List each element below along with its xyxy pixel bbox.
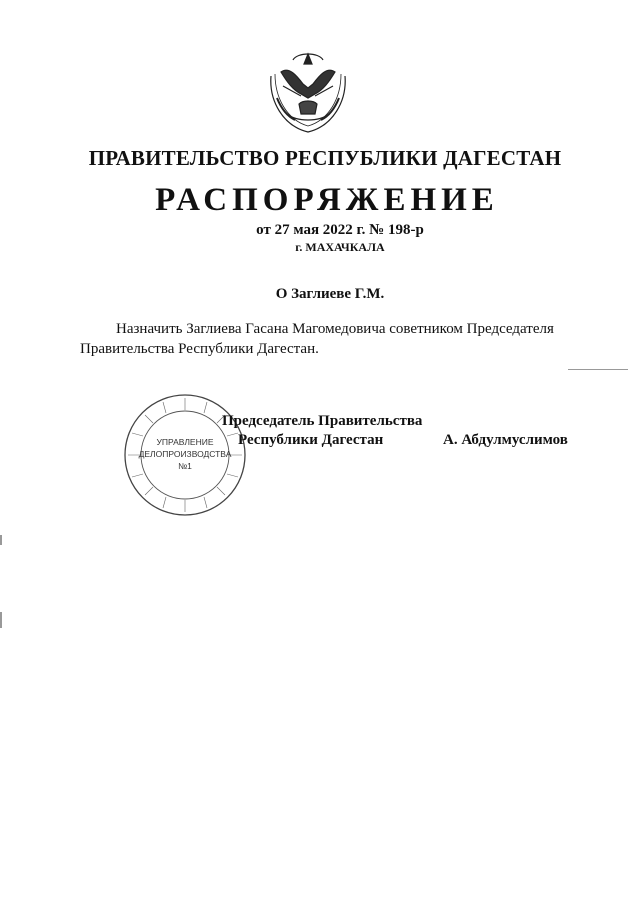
document-subject: О Заглиеве Г.М.	[275, 286, 385, 302]
order-paragraph	[80, 319, 580, 359]
document-type: РАСПОРЯЖЕНИЕ	[155, 182, 499, 218]
dagestan-coat-of-arms-icon	[263, 46, 353, 138]
signatory-name: А. Абдулмуслимов	[443, 432, 568, 448]
government-title: ПРАВИТЕЛЬСТВО РЕСПУБЛИКИ ДАГЕСТАН	[88, 146, 562, 170]
stamp-line-3: №1	[178, 461, 192, 471]
signatory-title-line-1: Председатель Правительства	[222, 413, 423, 429]
document-date-number: от 27 мая 2022 г. № 198-р	[256, 222, 424, 238]
scan-artifact	[0, 535, 2, 545]
signatory-title-line-2: Республики Дагестан	[238, 432, 384, 448]
paragraph-line-2: Правительства Республики Дагестан.	[80, 341, 319, 357]
stamp-line-2: ДЕЛОПРОИЗВОДСТВА	[138, 449, 232, 459]
registration-stamp-icon	[123, 393, 247, 517]
scan-artifact	[568, 369, 628, 370]
paragraph-line-1: Назначить Заглиева Гасана Магомедовича советником Председателя	[116, 321, 554, 337]
stamp-line-1: УПРАВЛЕНИЕ	[156, 437, 214, 447]
document-city: г. МАХАЧКАЛА	[295, 240, 385, 254]
scan-artifact	[0, 612, 2, 628]
